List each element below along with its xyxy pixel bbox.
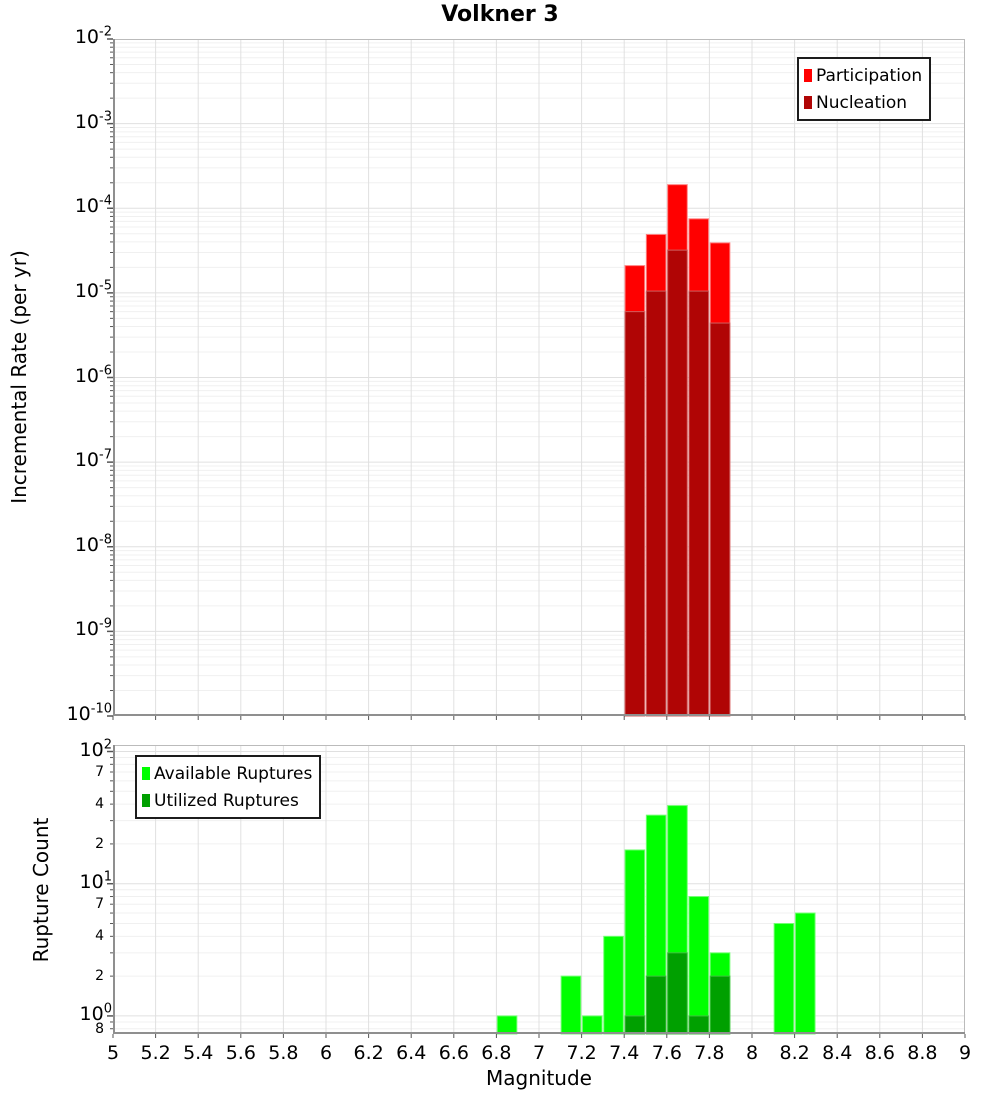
x-axis-tick-label: 6.2: [353, 1042, 384, 1064]
bar-utilized-ruptures: [668, 953, 688, 1034]
bar-nucleation: [710, 323, 730, 716]
legend-swatch-icon: [142, 794, 150, 807]
bar-available-ruptures: [795, 913, 815, 1034]
legend-label: Utilized Ruptures: [154, 790, 299, 811]
legend-swatch-icon: [804, 69, 812, 82]
y-axis-tick-label: $10^{-5}$: [74, 278, 112, 302]
y-axis-tick-label: $10^{-4}$: [74, 193, 112, 218]
bar-nucleation: [625, 312, 645, 716]
bar-available-ruptures: [561, 976, 581, 1034]
x-axis-tick-label: 9: [958, 1042, 972, 1064]
x-axis-tick-label: 7.6: [651, 1042, 682, 1064]
bar-utilized-ruptures: [646, 976, 666, 1034]
bar-utilized-ruptures: [689, 1016, 709, 1034]
x-axis-tick-label: 5.8: [268, 1042, 299, 1064]
x-axis-tick-label: 7.4: [609, 1042, 640, 1064]
y-axis-minor-tick-label: 4: [95, 928, 104, 945]
x-axis-tick-label: 5.4: [183, 1042, 214, 1064]
legend-row: [804, 89, 922, 116]
y-axis-minor-tick-label: 7: [95, 896, 104, 913]
count-plot-y-axis-title: Rupture Count: [29, 817, 53, 963]
y-axis-tick-label: $10^1$: [79, 869, 112, 893]
x-axis-tick-label: 6.6: [438, 1042, 469, 1064]
x-axis-tick-label: 8.2: [779, 1042, 810, 1064]
x-axis-tick-label: 5: [106, 1042, 120, 1064]
x-axis-tick-label: 6.8: [481, 1042, 512, 1064]
bar-available-ruptures: [604, 936, 624, 1034]
rate-plot-legend: [797, 57, 931, 121]
bar-nucleation: [689, 291, 709, 716]
x-axis-tick-label: 8.8: [907, 1042, 938, 1064]
bar-available-ruptures: [582, 1016, 602, 1034]
y-axis-tick-label: $10^{-6}$: [74, 363, 112, 387]
x-axis-tick-label: 5.2: [140, 1042, 171, 1064]
x-axis-tick-label: 7.8: [694, 1042, 725, 1064]
x-axis-title: Magnitude: [486, 1066, 592, 1090]
plot-canvas: [99, 39, 965, 722]
y-axis-tick-label: $10^0$: [79, 1001, 112, 1025]
bar-utilized-ruptures: [625, 1016, 645, 1034]
bar-available-ruptures: [689, 897, 709, 1034]
legend-swatch-icon: [142, 767, 150, 780]
legend-swatch-icon: [804, 96, 812, 109]
y-axis-tick-label: $10^{-7}$: [74, 447, 112, 472]
x-axis-tick-label: 7.2: [566, 1042, 597, 1064]
rate-plot-area: [99, 39, 965, 722]
y-axis-minor-tick-label: 2: [95, 835, 104, 852]
x-axis-tick-label: 8.6: [864, 1042, 895, 1064]
legend-row: [804, 62, 922, 89]
y-axis-minor-tick-label: 8: [95, 1020, 104, 1037]
y-axis-minor-tick-label: 2: [95, 968, 104, 985]
y-axis-tick-label: $10^{-3}$: [74, 109, 112, 133]
legend-label: Nucleation: [816, 92, 908, 113]
bar-utilized-ruptures: [710, 976, 730, 1034]
legend-row: [142, 787, 312, 814]
x-axis-tick-label: 6: [319, 1042, 333, 1064]
legend-label: Available Ruptures: [154, 763, 313, 784]
bar-available-ruptures: [497, 1016, 517, 1034]
chart-title: Volkner 3: [441, 2, 559, 27]
bar-nucleation: [668, 250, 688, 716]
y-axis-tick-label: $10^{-8}$: [74, 532, 112, 556]
x-axis-tick-label: 8.4: [822, 1042, 853, 1064]
x-axis-tick-label: 7: [532, 1042, 546, 1064]
y-axis-tick-label: $10^{-2}$: [74, 24, 112, 48]
bar-available-ruptures: [774, 924, 794, 1034]
bar-available-ruptures: [625, 850, 645, 1034]
legend-row: [142, 760, 312, 787]
legend-label: Participation: [816, 65, 923, 86]
y-axis-tick-label: $10^{-10}$: [66, 701, 112, 725]
rate-plot-y-axis-title: Incremental Rate (per yr): [7, 250, 31, 504]
x-axis-tick-label: 6.4: [396, 1042, 427, 1064]
y-axis-minor-tick-label: 4: [95, 796, 104, 813]
count-plot-legend: [135, 755, 321, 819]
y-axis-tick-label: $10^{-9}$: [74, 617, 112, 641]
y-axis-tick-label: $10^2$: [79, 737, 112, 761]
x-axis-tick-label: 5.6: [225, 1042, 256, 1064]
y-axis-minor-tick-label: 7: [95, 763, 104, 780]
bar-nucleation: [646, 291, 666, 716]
x-axis-tick-label: 8: [745, 1042, 759, 1064]
